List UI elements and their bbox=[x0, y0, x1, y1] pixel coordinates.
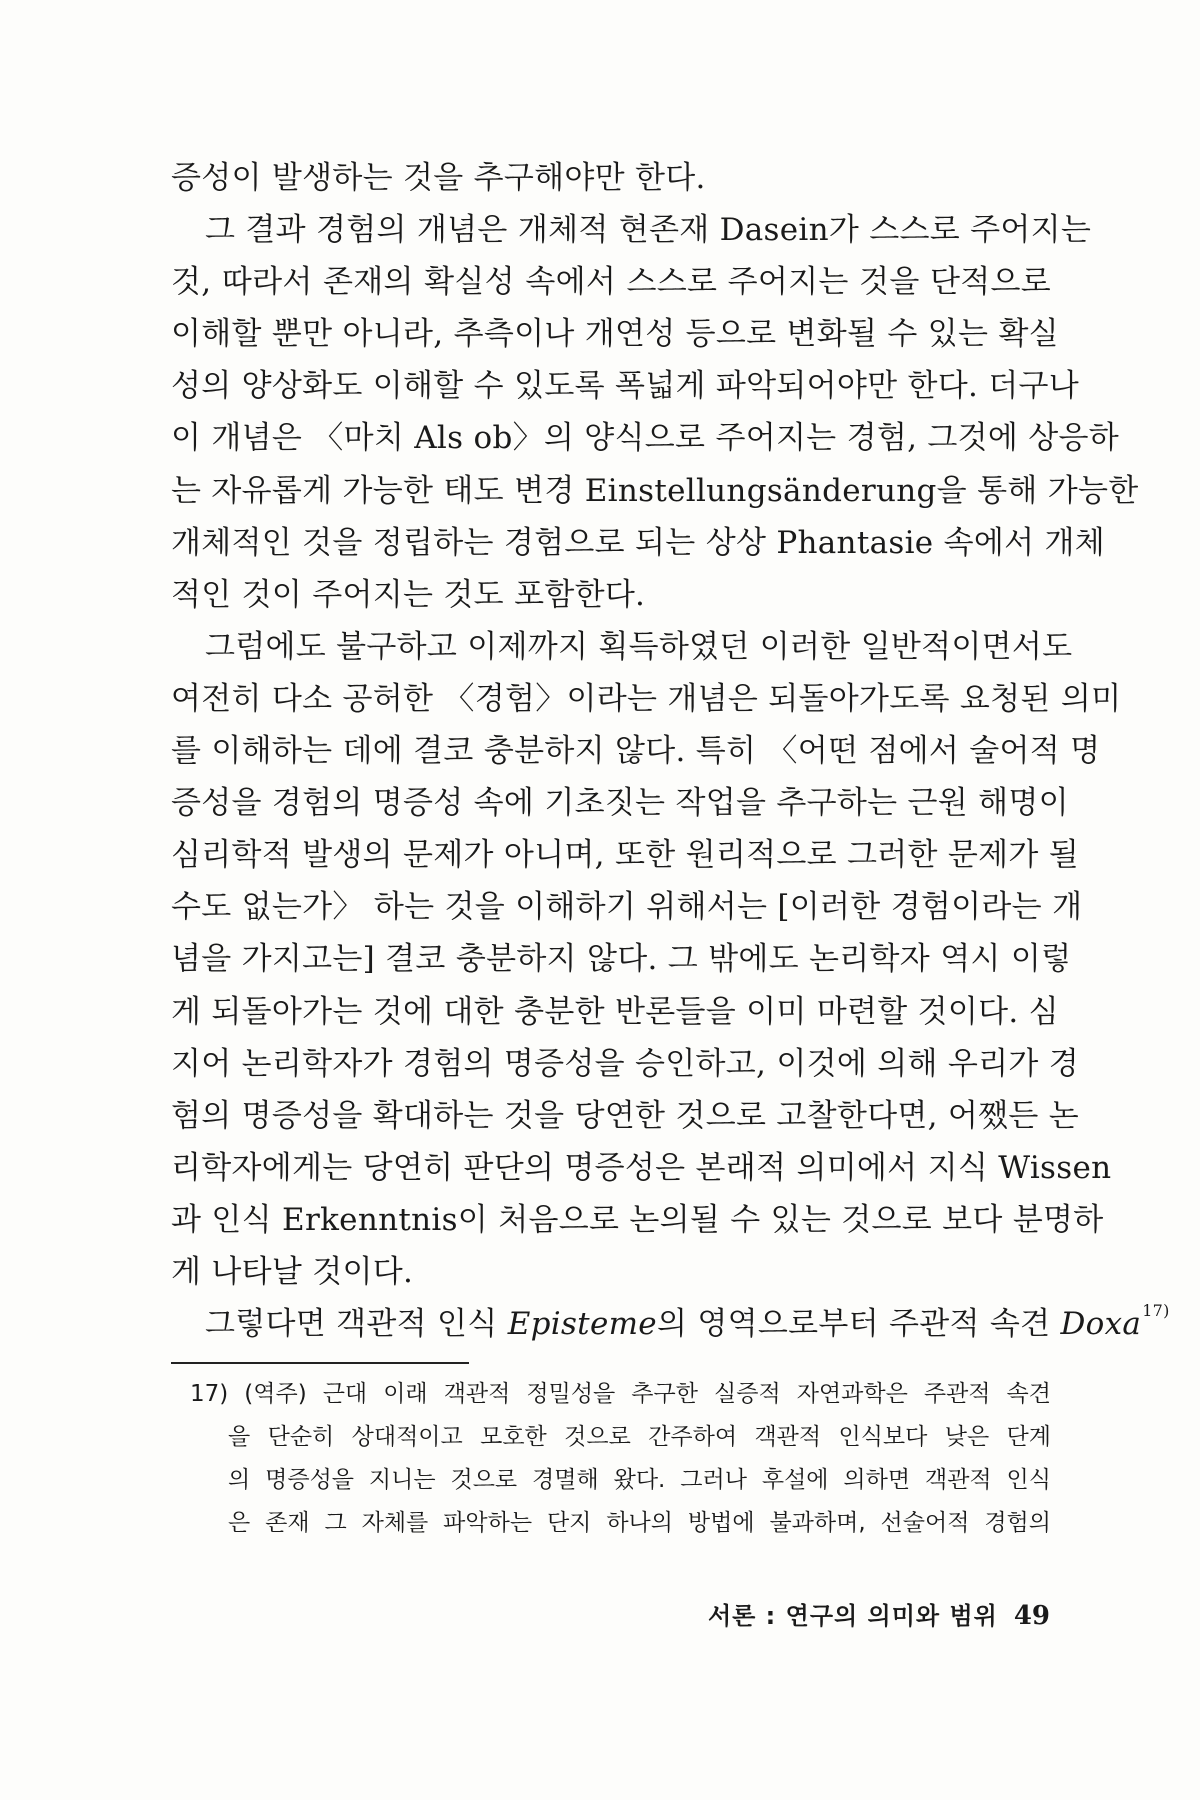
text-line: 증성이 발생하는 것을 추구해야만 한다. bbox=[171, 160, 706, 196]
text-line: 것, 따라서 존재의 확실성 속에서 스스로 주어지는 것을 단적으로 bbox=[171, 264, 1051, 301]
text-line: 과 인식 Erkenntnis이 처음으로 논의될 수 있는 것으로 보다 분명하 bbox=[171, 1201, 1104, 1238]
text-line: 그 결과 경험의 개념은 개체적 현존재 Dasein가 스스로 주어지는 bbox=[205, 212, 1092, 249]
footnote-divider bbox=[171, 1362, 469, 1364]
text-line: 그럼에도 불구하고 이제까지 획득하였던 이러한 일반적이면서도 bbox=[205, 628, 1073, 665]
footnote-line: 의 명증성을 지니는 것으로 경멸해 왔다. 그러나 후설에 의하면 객관적 인식 bbox=[228, 1467, 1051, 1493]
text-segment: 그렇다면 객관적 인식 bbox=[205, 1306, 508, 1343]
body-text bbox=[171, 152, 1170, 1350]
footnote-line: 을 단순히 상대적이고 모호한 것으로 간주하여 객관적 인식보다 낮은 단계 bbox=[228, 1424, 1051, 1450]
text-line: 념을 가지고는] 결코 충분하지 않다. 그 밖에도 논리학자 역시 이렇 bbox=[171, 941, 1072, 978]
text-line: 험의 명증성을 확대하는 것을 당연한 것으로 고찰한다면, 어쨌든 논 bbox=[171, 1097, 1080, 1134]
text-line: 성의 양상화도 이해할 수 있도록 폭넓게 파악되어야만 한다. 더구나 bbox=[171, 368, 1080, 405]
running-footer bbox=[708, 1596, 1050, 1636]
footnote-line: 17) (역주) 근대 이래 객관적 정밀성을 추구한 실증적 자연과학은 주관적 속견 bbox=[190, 1381, 1051, 1407]
footnote-marker: 17) bbox=[1142, 1301, 1170, 1321]
footnote-block bbox=[190, 1373, 1051, 1545]
text-line: 게 나타날 것이다. bbox=[171, 1253, 414, 1290]
italic-term-episteme: Episteme bbox=[507, 1306, 657, 1343]
text-line: 는 자유롭게 가능한 태도 변경 Einstellungsänderung을 통해 가능한 bbox=[171, 472, 1139, 509]
text-line: 를 이해하는 데에 결코 충분하지 않다. 특히 〈어떤 점에서 술어적 명 bbox=[171, 733, 1101, 770]
text-line: 리학자에게는 당연히 판단의 명증성은 본래적 의미에서 지식 Wissen bbox=[171, 1149, 1112, 1186]
section-title: 서론 : 연구의 의미와 범위 bbox=[707, 1602, 998, 1630]
text-line: 게 되돌아가는 것에 대한 충분한 반론들을 이미 마련할 것이다. 심 bbox=[171, 993, 1059, 1030]
text-line: 지어 논리학자가 경험의 명증성을 승인하고, 이것에 의해 우리가 경 bbox=[171, 1045, 1080, 1082]
footnote-line: 은 존재 그 자체를 파악하는 단지 하나의 방법에 불과하며, 선술어적 경험의 bbox=[228, 1510, 1051, 1536]
text-segment: 의 영역으로부터 주관적 속견 bbox=[656, 1306, 1061, 1343]
text-line: 수도 없는가〉 하는 것을 이해하기 위해서는 [이러한 경험이라는 개 bbox=[171, 889, 1083, 926]
page-number: 49 bbox=[1013, 1601, 1050, 1631]
text-line: 증성을 경험의 명증성 속에 기초짓는 작업을 추구하는 근원 해명이 bbox=[171, 785, 1069, 822]
text-line-with-footnote-ref bbox=[171, 1298, 1170, 1350]
text-line: 적인 것이 주어지는 것도 포함한다. bbox=[171, 576, 646, 613]
text-line: 이 개념은 〈마치 Als ob〉의 양식으로 주어지는 경험, 그것에 상응하 bbox=[171, 420, 1120, 457]
italic-term-doxa: Doxa bbox=[1060, 1306, 1142, 1343]
text-line: 이해할 뿐만 아니라, 추측이나 개연성 등으로 변화될 수 있는 확실 bbox=[171, 316, 1059, 353]
text-line: 심리학적 발생의 문제가 아니며, 또한 원리적으로 그러한 문제가 될 bbox=[171, 837, 1080, 874]
text-line: 개체적인 것을 정립하는 경험으로 되는 상상 Phantasie 속에서 개체 bbox=[171, 524, 1105, 561]
text-line: 여전히 다소 공허한 〈경험〉이라는 개념은 되돌아가도록 요청된 의미 bbox=[171, 680, 1122, 717]
